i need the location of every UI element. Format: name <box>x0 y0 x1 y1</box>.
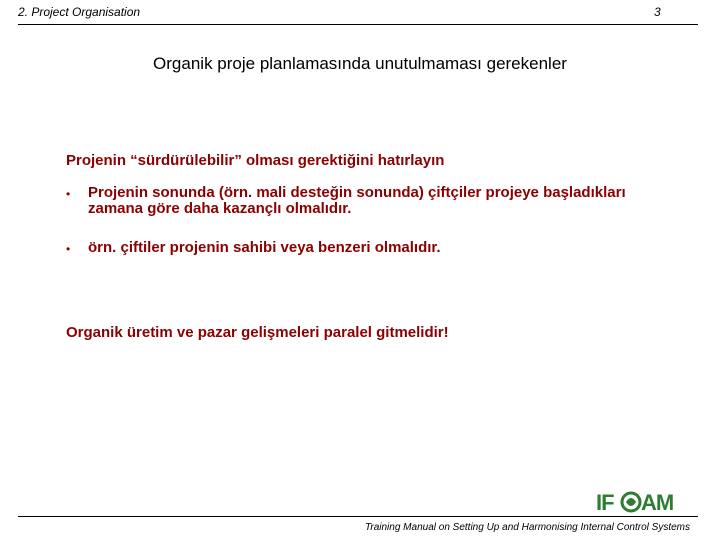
slide-title: Organik proje planlamasında unutulmaması gerekenler <box>153 54 567 73</box>
subheading: Projenin “sürdürülebilir” olması gerektiğini hatırlayın <box>66 152 445 169</box>
page-number: 3 <box>654 5 661 19</box>
chapter-label: 2. Project Organisation <box>18 5 141 19</box>
bullet-marker: • <box>66 187 71 201</box>
bullet-marker: • <box>66 242 71 256</box>
bullet-text: Projenin sonunda (örn. mali desteğin sonunda) çiftçiler projeye başladıkları zamana göre daha kazançlı olmalıdır. <box>88 184 626 217</box>
bullet-text: örn. çiftiler projenin sahibi veya benzeri olmalıdır. <box>88 239 441 256</box>
footer-divider <box>18 516 698 517</box>
closing-statement: Organik üretim ve pazar gelişmeleri paralel gitmelidir! <box>66 324 449 341</box>
bullet-item <box>66 240 648 257</box>
svg-text:AM: AM <box>641 490 674 514</box>
header-divider <box>18 24 698 25</box>
ifoam-logo-icon <box>596 490 690 514</box>
bullet-item <box>66 185 648 217</box>
svg-text:IF: IF <box>596 490 614 514</box>
footer-text: Training Manual on Setting Up and Harmonising Internal Control Systems <box>365 522 690 533</box>
